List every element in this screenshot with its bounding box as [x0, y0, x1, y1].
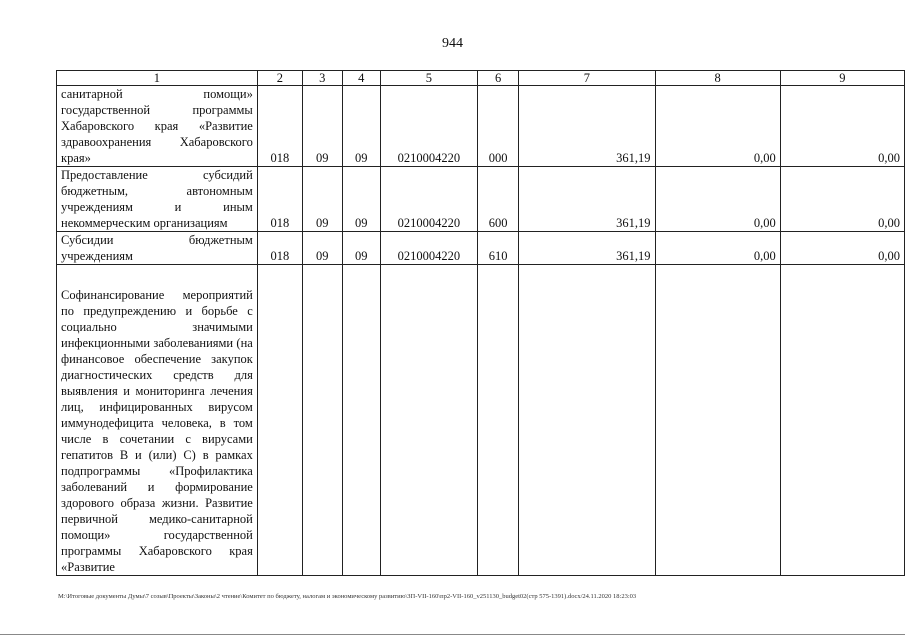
budget-table: [56, 70, 905, 576]
header-cell: 8: [655, 71, 780, 86]
header-cell: 4: [342, 71, 380, 86]
section-cell: 09: [302, 167, 342, 232]
amount-cell: 361,19: [519, 167, 655, 232]
bottom-divider: [0, 634, 905, 635]
target-article-cell: 0210004220: [380, 86, 477, 167]
target-article-cell: 0210004220: [380, 232, 477, 265]
table-row: [57, 232, 905, 265]
section-cell: 09: [302, 232, 342, 265]
amount-cell: 0,00: [655, 167, 780, 232]
amount-cell: 361,19: [519, 86, 655, 167]
ministry-code-cell: 018: [257, 86, 302, 167]
amount-cell: 0,00: [780, 167, 904, 232]
subsection-cell: 09: [342, 167, 380, 232]
page-number: 944: [442, 36, 463, 51]
amount-cell: 0,00: [780, 232, 904, 265]
target-article-cell: 0210004220: [380, 167, 477, 232]
expense-type-cell: 610: [477, 232, 518, 265]
amount-cell: 0,00: [655, 232, 780, 265]
ministry-code-cell: 018: [257, 167, 302, 232]
row-name-cell: Субсидии бюджетным учреждениям: [57, 232, 258, 265]
row-name-cell: санитарной помощи» государственной программы Хабаровского края «Развитие здравоохранения Хабаровского края»: [57, 86, 258, 167]
header-cell: 3: [302, 71, 342, 86]
section-cell: [302, 265, 342, 576]
table-row: [57, 167, 905, 232]
amount-cell: 361,19: [519, 232, 655, 265]
subsection-cell: 09: [342, 232, 380, 265]
expense-type-cell: [477, 265, 518, 576]
expense-type-cell: 600: [477, 167, 518, 232]
header-cell: 6: [477, 71, 518, 86]
subsection-cell: [342, 265, 380, 576]
table-header-row: [57, 71, 905, 86]
header-cell: 7: [519, 71, 655, 86]
target-article-cell: [380, 265, 477, 576]
document-path-footer: M:\Итоговые документы Думы\7 созыв\Проекты\Законы\2 чтение\Комитет по бюджету, налогам и экономическому развитию\ЗП-VII-160\пр2-VII-160_v251130_budget02(стр 575-1391).docx/24.11.2020 18:23:03: [58, 593, 637, 600]
subsection-cell: 09: [342, 86, 380, 167]
table-row: [57, 265, 905, 576]
row-name-cell: Предоставление субсидий бюджетным, автономным учреждениям и иным некоммерческим организациям: [57, 167, 258, 232]
amount-cell: [655, 265, 780, 576]
header-cell: 2: [257, 71, 302, 86]
amount-cell: 0,00: [780, 86, 904, 167]
row-name-cell: Софинансирование мероприятий по предупреждению и борьбе с социально значимыми инфекционными заболеваниями (на финансовое обеспечение закупок диагностических средств для выявления и мониторинга лечения лиц, инфицированных вирусом иммунодефицита человека, в том числе в сочетании с вирусами гепатитов B и (или) C) в рамках подпрограммы «Профилактика заболеваний и формирование здорового образа жизни. Развитие первичной медико-санитарной помощи» государственной программы Хабаровского края «Развитие: [57, 265, 258, 576]
expense-type-cell: 000: [477, 86, 518, 167]
table-row: [57, 86, 905, 167]
section-cell: 09: [302, 86, 342, 167]
ministry-code-cell: 018: [257, 232, 302, 265]
amount-cell: 0,00: [655, 86, 780, 167]
amount-cell: [519, 265, 655, 576]
amount-cell: [780, 265, 904, 576]
header-cell: 1: [57, 71, 258, 86]
header-cell: 9: [780, 71, 904, 86]
ministry-code-cell: [257, 265, 302, 576]
header-cell: 5: [380, 71, 477, 86]
